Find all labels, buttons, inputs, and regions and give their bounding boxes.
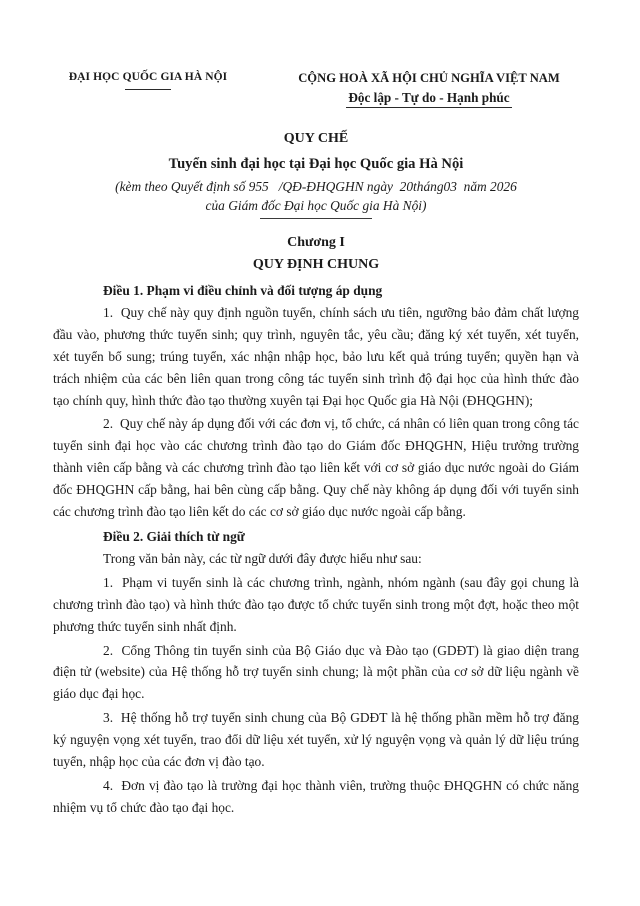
article-1-heading: Điều 1. Phạm vi điều chỉnh và đối tượng áp dụng — [103, 283, 383, 298]
issuing-organization-block — [53, 70, 243, 90]
org-name-rule — [125, 89, 171, 90]
article-2-clause-3: 3. Hệ thống hỗ trợ tuyển sinh chung của Bộ GDĐT là hệ thống phần mềm hỗ trợ đăng ký nguyện vọng xét tuyển, trao đổi dữ liệu xét tuyển, xử lý nguyện vọng và quản lý dữ liệu trúng tuyển, nhập học của các đơn vị đào tạo. — [53, 710, 579, 770]
issuance-note — [53, 178, 579, 215]
national-header-block — [279, 70, 579, 108]
national-motto: Độc lập - Tự do - Hạnh phúc — [346, 89, 511, 108]
document-body — [53, 280, 579, 819]
chapter-heading — [53, 232, 579, 275]
issuance-note-line2: của Giám đốc Đại học Quốc gia Hà Nội) — [205, 197, 427, 213]
article-2-intro: Trong văn bản này, các từ ngữ dưới đây được hiểu như sau: — [103, 550, 422, 566]
issuing-organization-name: ĐẠI HỌC QUỐC GIA HÀ NỘI — [68, 71, 228, 83]
chapter-title: QUY ĐỊNH CHUNG — [252, 256, 380, 272]
article-2-heading: Điều 2. Giải thích từ ngữ — [103, 528, 245, 544]
article-1-clause-2: 2. Quy chế này áp dụng đối với các đơn vị, tổ chức, cá nhân có liên quan trong công tác tuyển sinh đại học vào các chương trình đào tạo do Giám đốc ĐHQGHN, Hiệu trưởng trường thành viên cấp bằng và các chương trình đào tạo liên kết với cơ sở giáo dục nước ngoài do Giám đốc ĐHQGHN cấp bằng, hai bên cùng cấp bằng. Quy chế này không áp dụng đối với tuyển sinh các chương trình đào tạo liên kết do các cơ sở giáo dục nước ngoài cấp bằng. — [53, 416, 579, 520]
document-title-block — [53, 130, 579, 219]
article-2-clause-2: 2. Cổng Thông tin tuyển sinh của Bộ Giáo dục và Đào tạo (GDĐT) là giao diện trang điện tử (website) của Hệ thống hỗ trợ tuyển sinh chung; là một phần của cơ sở dữ liệu ngành về giáo dục đại học. — [53, 642, 579, 702]
article-2-clause-1: 1. Phạm vi tuyển sinh là các chương trình, ngành, nhóm ngành (sau đây gọi chung là chương trình đào tạo) và hình thức đào tạo được tổ chức tuyển sinh trong một đợt, hoặc theo một phương thức tuyển sinh nhất định. — [53, 574, 579, 634]
document-subject-title: Tuyển sinh đại học tại Đại học Quốc gia Hà Nội — [168, 156, 464, 172]
issuance-note-rule — [260, 218, 372, 219]
article-1-clause-1: 1. Quy chế này quy định nguồn tuyển, chính sách ưu tiên, ngưỡng bảo đảm chất lượng đầu vào, phương thức tuyển sinh; quy trình, nguyên tắc, yêu cầu; đăng ký xét tuyển, xét tuyển, xét tuyển bổ sung; trúng tuyển, xác nhận nhập học, bảo lưu kết quả trúng tuyển; quyền hạn và trách nhiệm của các bên liên quan trong công tác tuyển sinh trình độ đại học của hình thức đào tạo chính quy, hình thức đào tạo thường xuyên tại Đại học Quốc gia Hà Nội (ĐHQGHN); — [53, 304, 579, 408]
national-title: CỘNG HOÀ XÃ HỘI CHỦ NGHĨA VIỆT NAM — [298, 71, 560, 85]
document-header — [53, 70, 579, 108]
document-type-title: QUY CHẾ — [283, 131, 349, 146]
issuance-note-line1: (kèm theo Quyết định số 955 /QĐ-ĐHQGHN ngày 20tháng03 năm 2026 — [115, 179, 517, 194]
chapter-label: Chương I — [287, 235, 345, 250]
article-2-clause-4: 4. Đơn vị đào tạo là trường đại học thành viên, trường thuộc ĐHQGHN có chức năng nhiệm vụ tổ chức đào tạo đại học. — [53, 777, 579, 815]
